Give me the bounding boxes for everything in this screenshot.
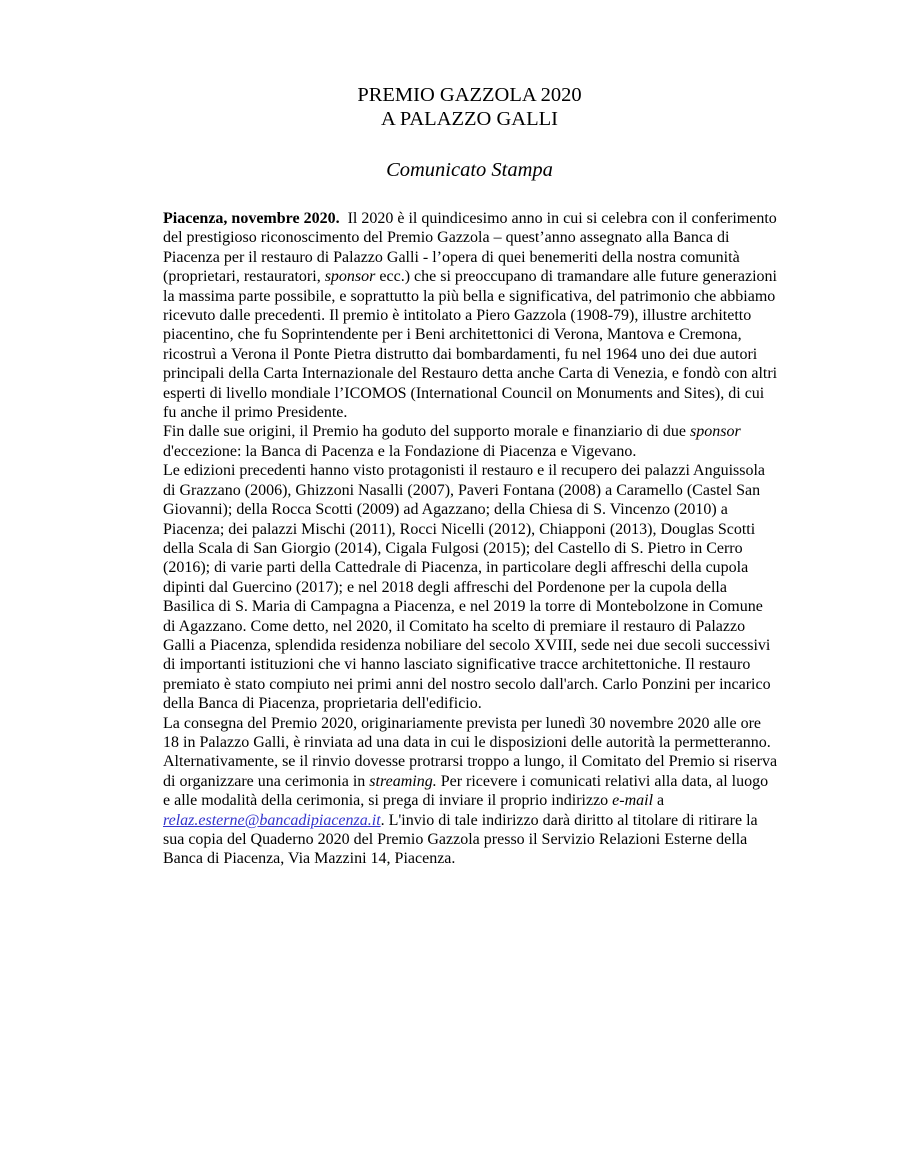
text-run: sponsor [324,268,376,286]
paragraph [163,209,779,422]
document-subtitle: Comunicato Stampa [386,159,553,181]
text-run: Fin dalle sue origini, il Premio ha goduto del supporto morale e finanziario di due [163,423,690,441]
text-run: streaming. [369,772,437,790]
text-run: Il 2020 è il quindicesimo anno in cui si celebra con il conferimento del prestigioso riconoscimento del Premio Gazzola – quest’anno assegnato alla Banca di Piacenza per il restauro di Palazzo Galli - l’opera di quei benemeriti della nostra comunità (proprietari, restauratori, [163,210,777,286]
text-run: sponsor [690,423,741,441]
paragraph [163,422,779,461]
text-run: Per ricevere i comunicati relativi alla data, al luogo e alle modalità della cerimonia, si prega di inviare il proprio indirizzo [163,772,769,810]
text-run: ecc.) che si preoccupano di tramandare alle future generazioni la massima parte possibile, e soprattutto la più bella e significativa, del patrimonio che abbiamo ricevuto dalle precedenti. Il premio è intitolato a Piero Gazzola (1908-79), illustre architetto piacentino, che fu Soprintendente per i Beni architettonici di Verona, Mantova e Cremona, ricostruì a Verona il Ponte Pietra distrutto dai bombardamenti, fu nel 1964 uno dei due autori principali della Carta Internazionale del Restauro detta anche Carta di Venezia, e fondò con altri esperti di livello mondiale l’ICOMOS (International Council on Monuments and Sites), di cui fu anche il primo Presidente. [163,268,778,422]
paragraph [163,714,779,869]
email-link[interactable]: relaz.esterne@bancadipiacenza.it [163,811,381,829]
text-run: d'eccezione: la Banca di Pacenza e la Fondazione di Piacenza e Vigevano. [163,442,637,460]
text-run: Le edizioni precedenti hanno visto protagonisti il restauro e il recupero dei palazzi Anguissola di Grazzano (2006), Ghizzoni Nasalli (2007), Paveri Fontana (2008) a Caramello (Castel San Giovanni); della Rocca Scotti (2009) ad Agazzano; della Chiesa di S. Vincenzo (2010) a Piacenza; dei palazzi Mischi (2011), Rocci Nicelli (2012), Chiapponi (2013), Douglas Scotti della Scala di San Giorgio (2014), Cigala Fulgosi (2015); del Castello di S. Pietro in Cerro (2016); di varie parti della Cattedrale di Piacenza, in particolare degli affreschi della cupola dipinti dal Guercino (2017); e nel 2018 degli affreschi del Pordenone per la cupola della Basilica di S. Maria di Campagna a Piacenza, e nel 2019 la torre di Montebolzone in Comune di Agazzano. Come detto, nel 2020, il Comitato ha scelto di premiare il restauro di Palazzo Galli a Piacenza, splendida residenza nobiliare del secolo XVIII, sede nei due secoli successivi di importanti istituzioni che vi hanno lasciato significative tracce architettoniche. Il restauro premiato è stato compiuto nei primi anni del nostro secolo dall'arch. Carlo Ponzini per incarico della Banca di Piacenza, proprietaria dell'edificio. [163,462,771,713]
text-run: . L'invio di tale indirizzo darà diritto al titolare di ritirare la sua copia del Quaderno 2020 del Premio Gazzola presso il Servizio Relazioni Esterne della Banca di Piacenza, Via Mazzini 14, Piacenza. [163,811,758,868]
document-title [163,0,776,131]
title-line-2: A PALAZZO GALLI [381,108,558,130]
text-run: a [653,792,665,810]
text-run: Piacenza, novembre 2020. [163,210,340,227]
text-run: e-mail [612,792,654,810]
paragraph [163,461,779,713]
title-line-1: PREMIO GAZZOLA 2020 [357,84,582,106]
document-body [163,209,779,869]
text-run: La consegna del Premio 2020, originariamente prevista per lunedì 30 novembre 2020 alle ore 18 in Palazzo Galli, è rinviata ad una data in cui le disposizioni delle autorità la permetteranno. Alternativamente, se il rinvio dovesse protrarsi troppo a lungo, il Comitato del Premio si riserva di organizzare una cerimonia in [163,714,778,790]
